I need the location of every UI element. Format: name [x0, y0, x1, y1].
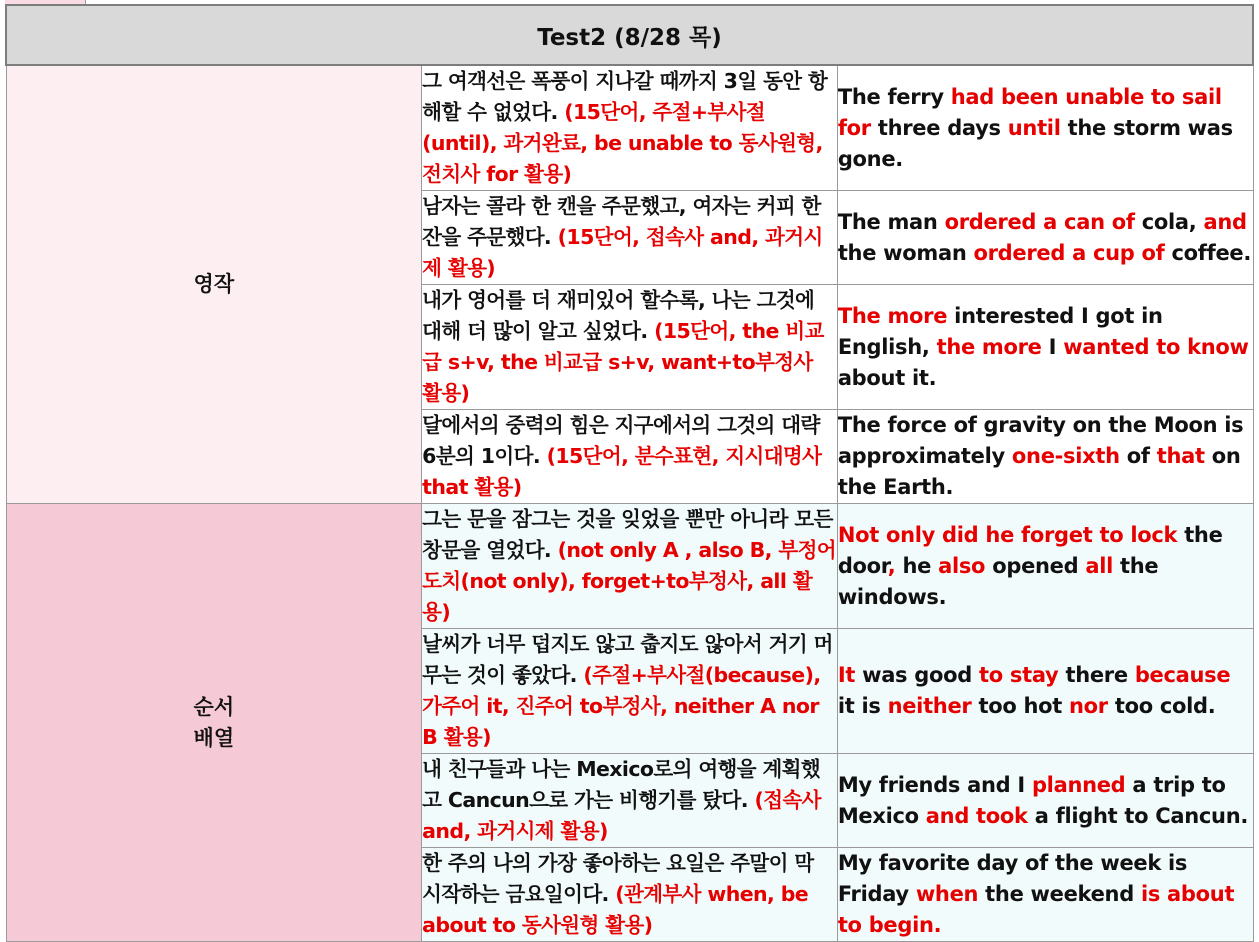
hint-text: (관계부사 when, be about to 동사원형 활용) [422, 882, 809, 937]
sentence-text: coffee. [1164, 240, 1252, 265]
sentence-text: the windows. [837, 553, 1159, 609]
hint-text: (주절+부사절(because), 가주어 it, 진주어 to부정사, neither A nor B 활용) [422, 663, 821, 749]
hint-text: until [1007, 115, 1061, 140]
hint-text: and [1203, 209, 1247, 234]
korean-prompt-cell [422, 191, 838, 285]
hint-text: (15단어, 주절+부사절(until), 과거완료, be unable to 동사원형, 전치사 for 활용) [422, 100, 823, 186]
hint-text: to stay [979, 663, 1059, 687]
hint-text: It [837, 663, 856, 687]
sentence-text: opened [985, 553, 1086, 578]
hint-text: (not only A , also B, 부정어 도치(not only), forget+to부정사, all 활용) [422, 538, 836, 624]
sentence-text: 그는 문을 잠그는 것을 잊었을 뿐만 아니라 모든 창문을 열었다. [422, 507, 833, 562]
worksheet-table [5, 4, 1254, 942]
sentence-text: interested I got in English, [837, 303, 1163, 359]
sentence-text: 한 주의 나의 가장 좋아하는 요일은 주말이 막 시작하는 금요일이다. [422, 851, 814, 906]
sentence-text: a trip to Mexico [837, 772, 1226, 828]
hint-text: had been unable to sail for [837, 84, 1222, 140]
hint-text: (15단어, the 비교급 s+v, the 비교급 s+v, want+to부정사 활용) [422, 319, 824, 405]
english-answer-cell [837, 65, 1253, 191]
sentence-text: was good [855, 663, 980, 687]
hint-text: also [938, 553, 986, 578]
sentence-text: three days [870, 115, 1008, 140]
hint-text: ordered a can of [944, 209, 1135, 234]
title-row [6, 5, 1253, 65]
hint-text: (접속사 and, 과거시제 활용) [422, 788, 821, 843]
english-answer-cell [837, 285, 1253, 410]
table-row [6, 504, 1253, 629]
sentence-text: The man [837, 209, 945, 234]
sentence-text: 남자는 콜라 한 캔을 주문했고, 여자는 커피 한 잔을 주문했다. [422, 194, 821, 249]
english-answer-cell [837, 848, 1253, 942]
korean-prompt-cell [422, 504, 838, 629]
sentence-text: the door [837, 522, 1223, 578]
sentence-text: of [1119, 444, 1157, 468]
sentence-text: there [1058, 663, 1135, 687]
hint-text: The more [837, 303, 948, 328]
korean-prompt-cell [422, 629, 838, 754]
sentence-text: The force of gravity on the Moon is approximately [837, 413, 1244, 468]
hint-text: when [915, 882, 979, 906]
sentence-text: The ferry [837, 84, 951, 109]
korean-prompt-cell [422, 410, 838, 504]
hint-text: planned [1031, 772, 1126, 797]
sheet-title: Test2 (8/28 목) [6, 5, 1253, 65]
hint-text: ordered a cup of [973, 240, 1165, 265]
table-row [6, 65, 1253, 191]
hint-text: is about to begin. [837, 882, 1235, 937]
sentence-text: My friends and I [837, 772, 1032, 797]
english-answer-cell [837, 629, 1253, 754]
hint-text: all [1085, 553, 1114, 578]
hint-text: because [1134, 663, 1231, 687]
sentence-text: the weekend [978, 882, 1141, 906]
english-answer-cell [837, 504, 1253, 629]
sentence-text: the woman [837, 240, 974, 265]
hint-text: nor [1069, 694, 1108, 718]
hint-text: , [887, 553, 896, 578]
korean-prompt-cell [422, 285, 838, 410]
section-label: 순서 배열 [6, 504, 422, 942]
sentence-text: I [1041, 334, 1064, 359]
sentence-text: it is [837, 694, 888, 718]
hint-text: that [1156, 444, 1205, 468]
korean-prompt-cell [422, 754, 838, 848]
sentence-text: 내 친구들과 나는 Mexico로의 여행을 계획했고 Cancun으로 가는 비행기를 탔다. [422, 757, 821, 812]
sentence-text: cola, [1134, 209, 1204, 234]
sentence-text: the storm was gone. [837, 115, 1233, 171]
hint-text: one-sixth [1011, 444, 1120, 468]
sentence-text: a flight to Cancun. [1027, 803, 1249, 828]
sentence-text: 그 여객선은 폭풍이 지나갈 때까지 3일 동안 항해할 수 없었다. [422, 69, 828, 124]
sentence-text: too cold. [1107, 694, 1216, 718]
hint-text: (15단어, 접속사 and, 과거시제 활용) [422, 225, 823, 280]
english-answer-cell [837, 754, 1253, 848]
hint-text: and took [925, 803, 1028, 828]
korean-prompt-cell [422, 65, 838, 191]
sentence-text: 내가 영어를 더 재미있어 할수록, 나는 그것에 대해 더 많이 알고 싶었다. [422, 288, 815, 343]
sentence-text: 날씨가 너무 덥지도 않고 춥지도 않아서 거기 머무는 것이 좋았다. [422, 632, 833, 687]
korean-prompt-cell [422, 848, 838, 942]
sentence-text: he [895, 553, 939, 578]
english-answer-cell [837, 410, 1253, 504]
hint-text: neither [887, 694, 972, 718]
english-answer-cell [837, 191, 1253, 285]
sentence-text: on the Earth. [837, 444, 1241, 499]
section-label: 영작 [6, 65, 422, 504]
sentence-text: 달에서의 중력의 힘은 지구에서의 그것의 대략 6분의 1이다. [422, 413, 820, 468]
hint-text: wanted to know [1063, 334, 1249, 359]
sentence-text: My favorite day of the week is Friday [837, 851, 1188, 906]
hint-text: Not only did he forget to lock [837, 522, 1178, 547]
hint-text: the more [936, 334, 1042, 359]
hint-text: (15단어, 분수표현, 지시대명사 that 활용) [422, 444, 822, 499]
sentence-text: about it. [837, 365, 937, 390]
sentence-text: too hot [971, 694, 1070, 718]
